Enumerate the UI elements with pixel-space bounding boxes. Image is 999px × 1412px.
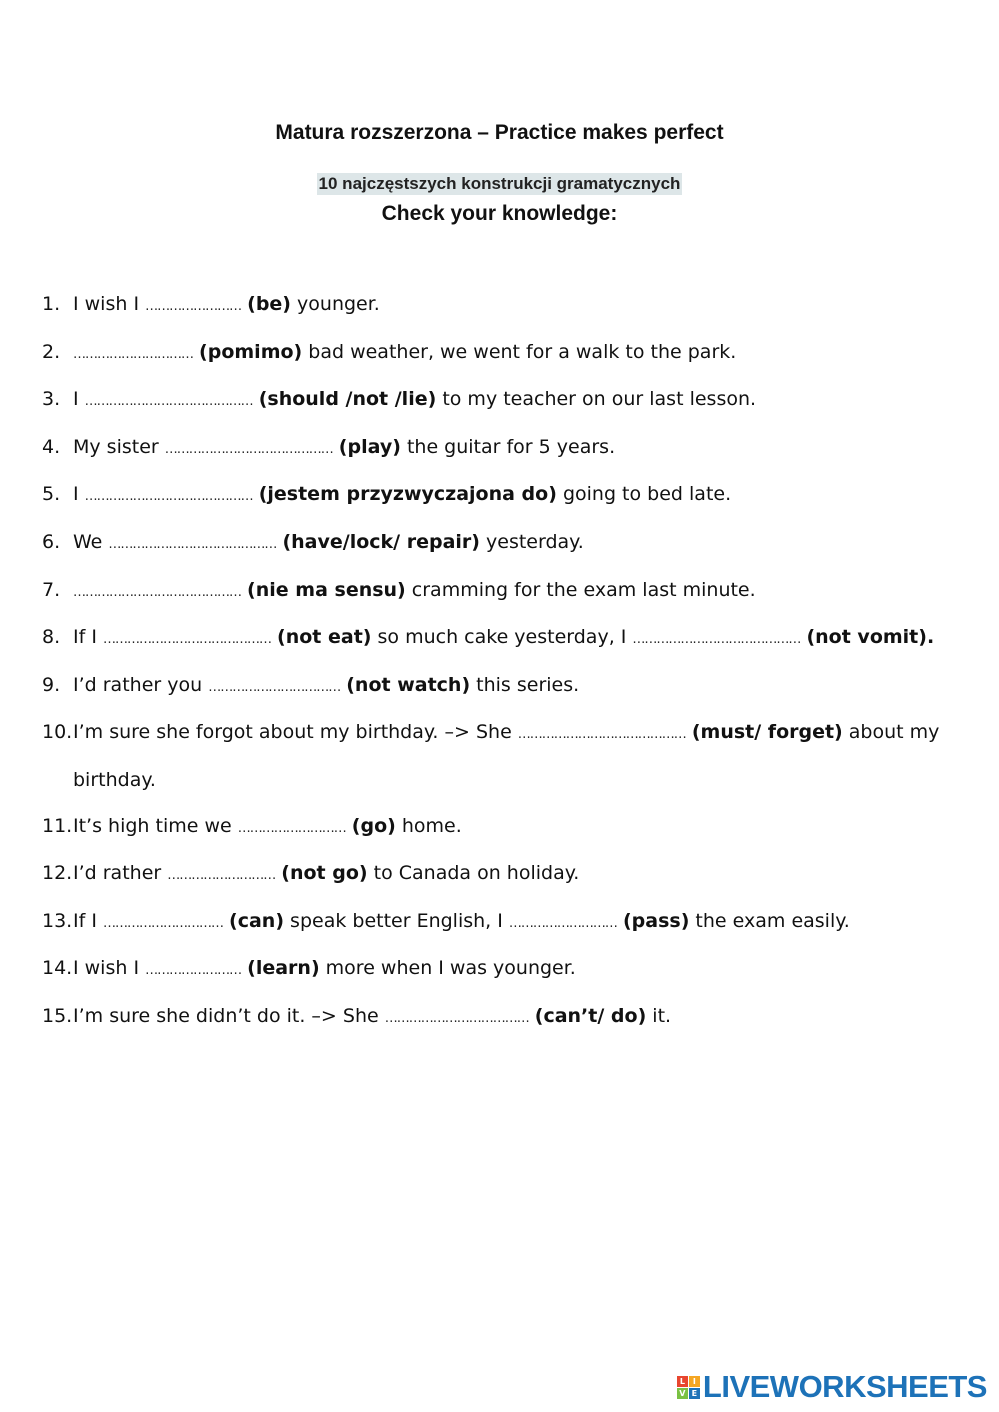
sentence-text: so much cake yesterday, I bbox=[371, 626, 633, 649]
verb-hint: (play) bbox=[338, 435, 401, 458]
exercise-text bbox=[73, 804, 987, 852]
sentence-text: I’m sure she didn’t do it. –> She bbox=[73, 1004, 385, 1027]
exercise-text bbox=[73, 946, 987, 994]
answer-blank[interactable]: …………………………………… bbox=[632, 632, 801, 648]
exercise-item bbox=[42, 377, 987, 425]
sentence-text: home. bbox=[395, 814, 462, 837]
sentence-text: My sister bbox=[73, 435, 165, 458]
sentence-text: I wish I bbox=[73, 293, 146, 315]
exercise-item bbox=[42, 851, 987, 899]
sentence-text: going to bed late. bbox=[556, 483, 732, 506]
sentence-text: about my birthday. bbox=[73, 721, 940, 791]
logo-letter-tile: I bbox=[689, 1376, 700, 1387]
exercise-number: 7. bbox=[42, 578, 61, 601]
answer-blank[interactable]: ……………………… bbox=[508, 915, 617, 931]
exercise-number: 14. bbox=[42, 957, 73, 980]
exercise-number: 12. bbox=[42, 862, 73, 885]
liveworksheets-brand bbox=[677, 1370, 987, 1404]
sentence-text: the guitar for 5 years. bbox=[400, 435, 616, 458]
exercise-item bbox=[42, 472, 987, 520]
verb-hint: (not eat) bbox=[277, 626, 372, 649]
exercise-text bbox=[73, 615, 987, 663]
answer-blank[interactable]: …………………… bbox=[145, 963, 242, 979]
sentence-text: If I bbox=[73, 626, 103, 649]
exercise-number: 2. bbox=[42, 340, 61, 363]
exercise-item bbox=[42, 282, 987, 330]
answer-blank[interactable]: ………………………… bbox=[73, 346, 193, 362]
exercise-number: 11. bbox=[42, 814, 73, 837]
exercise-text bbox=[73, 520, 987, 568]
answer-blank[interactable]: …………………………………… bbox=[84, 394, 253, 410]
sentence-text: younger. bbox=[291, 293, 380, 315]
exercise-number: 9. bbox=[42, 673, 61, 696]
answer-blank[interactable]: ……………………………… bbox=[384, 1010, 529, 1026]
sentence-text: I’d rather you bbox=[73, 673, 209, 696]
sentence-text: If I bbox=[73, 909, 103, 932]
sentence-text: it. bbox=[646, 1004, 672, 1027]
verb-hint: (not go) bbox=[281, 862, 368, 885]
exercise-item bbox=[42, 994, 987, 1042]
sentence-text: this series. bbox=[470, 673, 580, 696]
sentence-text: cramming for the exam last minute. bbox=[405, 578, 756, 601]
exercise-number: 15. bbox=[42, 1004, 73, 1027]
sentence-text: to Canada on holiday. bbox=[367, 862, 580, 885]
sentence-text: to my teacher on our last lesson. bbox=[436, 388, 757, 411]
sentence-text: We bbox=[73, 530, 109, 553]
verb-hint: (go) bbox=[351, 814, 396, 837]
exercise-text bbox=[73, 425, 987, 473]
liveworksheets-logo-icon bbox=[677, 1376, 700, 1399]
answer-blank[interactable]: ……………………… bbox=[237, 820, 346, 836]
verb-hint: (learn) bbox=[247, 957, 320, 980]
verb-hint: (jestem przyzwyczajona do) bbox=[258, 483, 557, 506]
exercise-text bbox=[73, 282, 987, 330]
answer-blank[interactable]: …………………………………… bbox=[517, 727, 686, 743]
exercise-list bbox=[42, 282, 987, 1042]
sentence-text: I wish I bbox=[73, 957, 146, 980]
answer-blank[interactable]: …………………………… bbox=[208, 679, 341, 695]
verb-hint: (not watch) bbox=[346, 673, 471, 696]
exercise-number: 13. bbox=[42, 909, 73, 932]
worksheet-title: Matura rozszerzona – Practice makes perfect bbox=[275, 121, 724, 144]
verb-hint: (can’t/ do) bbox=[534, 1004, 647, 1027]
exercise-number: 8. bbox=[42, 626, 61, 649]
verb-hint: (can) bbox=[229, 909, 285, 932]
answer-blank[interactable]: ………………………… bbox=[102, 915, 223, 931]
exercise-text bbox=[73, 663, 987, 711]
exercise-number: 4. bbox=[42, 435, 61, 458]
exercise-text bbox=[73, 851, 987, 899]
brand-text: LIVEWORKSHEETS bbox=[702, 1369, 987, 1404]
sentence-text: bad weather, we went for a walk to the park. bbox=[302, 340, 737, 363]
exercise-number: 3. bbox=[42, 388, 61, 411]
logo-letter-tile: E bbox=[689, 1388, 700, 1399]
exercise-item bbox=[42, 663, 987, 711]
verb-hint: (should /not /lie) bbox=[258, 388, 437, 411]
verb-hint: (must/ forget) bbox=[691, 721, 843, 744]
exercise-number: 1. bbox=[42, 293, 61, 315]
exercise-number: 5. bbox=[42, 483, 61, 506]
verb-hint: (nie ma sensu) bbox=[247, 578, 406, 601]
sentence-text: yesterday. bbox=[479, 530, 584, 553]
exercise-item bbox=[42, 899, 987, 947]
verb-hint: (pomimo) bbox=[199, 340, 303, 363]
sentence-text: I’m sure she forgot about my birthday. –> She bbox=[73, 721, 518, 744]
sentence-text: the exam easily. bbox=[689, 909, 850, 932]
exercise-text bbox=[73, 472, 987, 520]
logo-letter-tile: L bbox=[677, 1376, 688, 1387]
sentence-text: more when I was younger. bbox=[319, 957, 576, 980]
logo-letter-tile: V bbox=[677, 1388, 688, 1399]
check-heading: Check your knowledge: bbox=[381, 202, 618, 225]
answer-blank[interactable]: …………………………………… bbox=[108, 536, 277, 552]
sentence-text: It’s high time we bbox=[73, 814, 238, 837]
worksheet-subtitle: 10 najczęstszych konstrukcji gramatycznych bbox=[318, 174, 681, 193]
exercise-item bbox=[42, 615, 987, 663]
exercise-number: 10. bbox=[42, 721, 73, 744]
verb-hint: (pass) bbox=[622, 909, 690, 932]
exercise-text bbox=[73, 568, 987, 616]
verb-hint: (have/lock/ repair) bbox=[282, 530, 480, 553]
exercise-item bbox=[42, 804, 987, 852]
sentence-text: I bbox=[73, 388, 85, 411]
subtitle-container bbox=[0, 173, 999, 195]
exercise-text bbox=[73, 710, 987, 803]
exercise-text bbox=[73, 994, 987, 1042]
answer-blank[interactable]: …………………………………… bbox=[102, 632, 271, 648]
verb-hint: (be) bbox=[247, 293, 291, 315]
exercise-item bbox=[42, 425, 987, 473]
answer-blank[interactable]: ……………………… bbox=[167, 868, 276, 884]
exercise-item bbox=[42, 568, 987, 616]
exercise-text bbox=[73, 330, 987, 378]
exercise-item bbox=[42, 946, 987, 994]
answer-blank[interactable]: …………………………………… bbox=[73, 584, 241, 600]
sentence-text: I bbox=[73, 483, 85, 506]
answer-blank[interactable]: …………………………………… bbox=[84, 489, 253, 505]
exercise-text bbox=[73, 899, 987, 947]
exercise-item bbox=[42, 330, 987, 378]
exercise-item bbox=[42, 710, 987, 803]
answer-blank[interactable]: …………………………………… bbox=[164, 441, 333, 457]
sentence-text: speak better English, I bbox=[284, 909, 509, 932]
exercise-text bbox=[73, 377, 987, 425]
exercise-number: 6. bbox=[42, 530, 61, 553]
exercise-item bbox=[42, 520, 987, 568]
verb-hint: (not vomit). bbox=[806, 626, 935, 649]
sentence-text: I’d rather bbox=[73, 862, 168, 885]
answer-blank[interactable]: …………………… bbox=[145, 299, 242, 314]
